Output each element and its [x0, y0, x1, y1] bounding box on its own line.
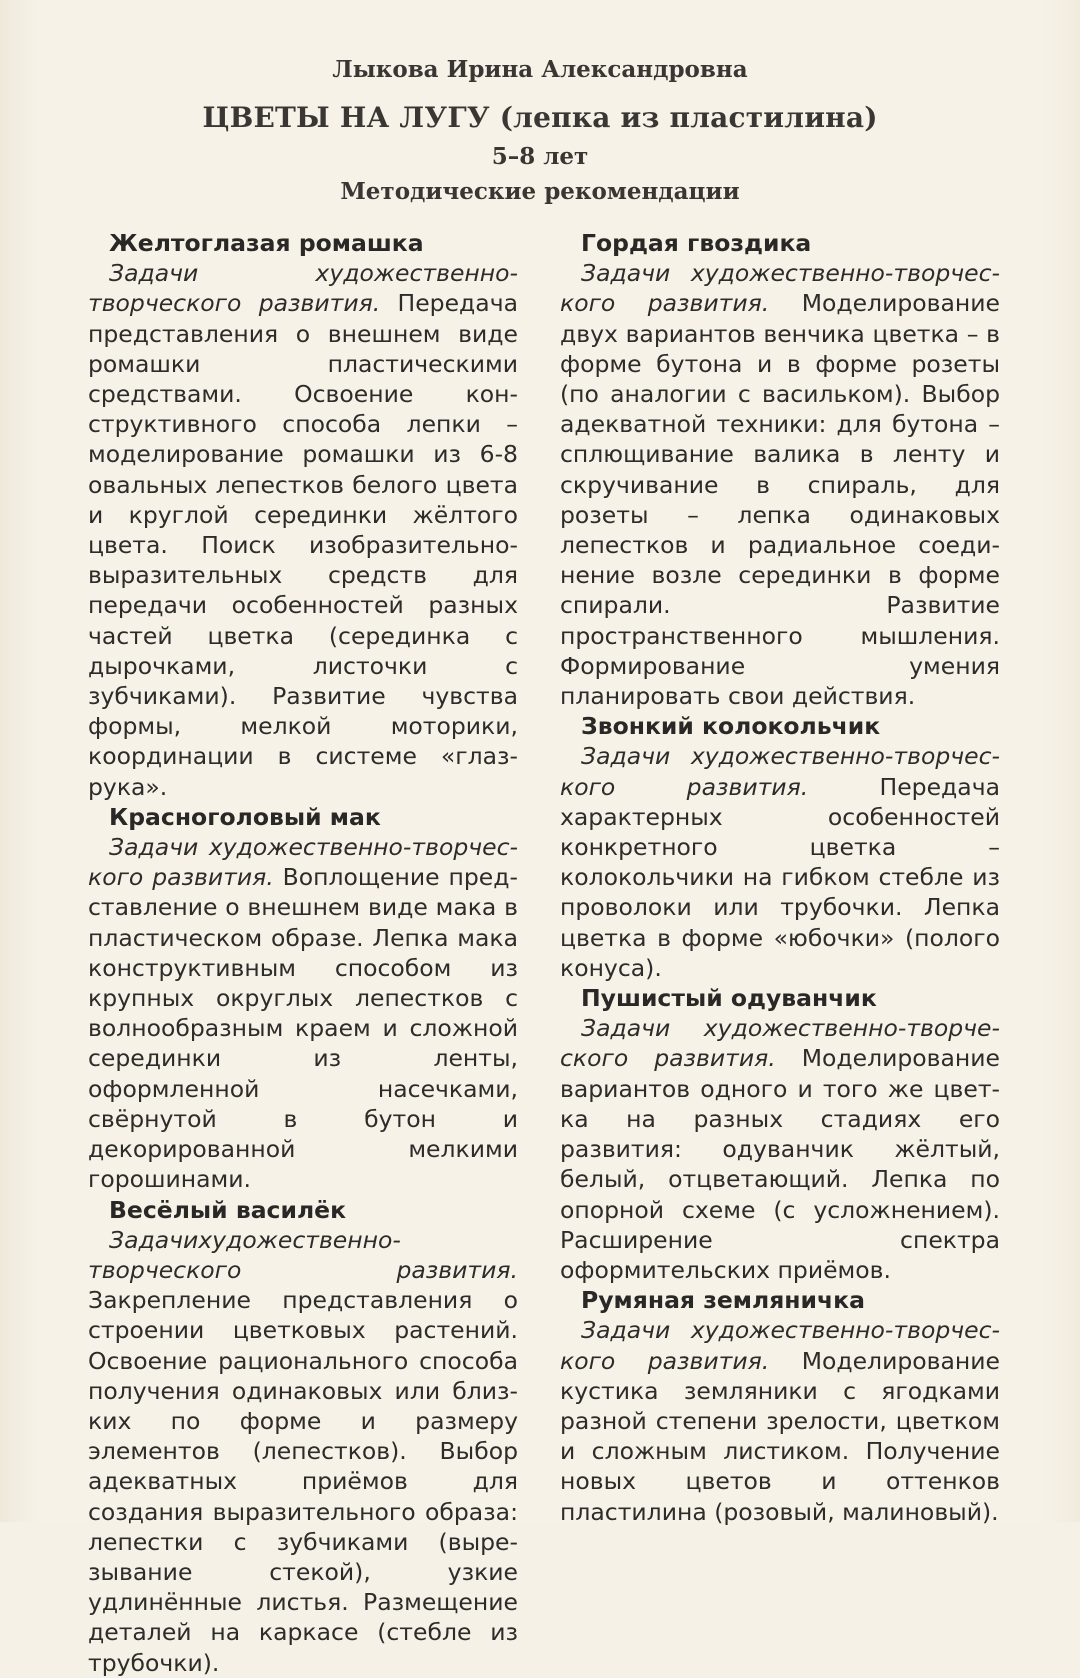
section-lead: Задачи художественно-творческого развития. [88, 259, 518, 318]
section-body [560, 258, 1000, 711]
section-text: Закрепление представления о строении цветковых растений. Освоение рационального способа получения одинаковых или близких по форме и размеру элементов (лепестков). Выбор адекватных приёмов для создания выразительного образа: лепестки с зубчиками (вырезывание стекой), узкие удлинённые листья. Размещение деталей на каркасе (стебле из трубочки). [88, 1286, 518, 1677]
section-lead: Задачи художественно-творческого развития. [560, 1014, 1000, 1073]
section-body [560, 1013, 1000, 1285]
section-lead: Задачи художественно-творческого развития. [560, 742, 1000, 801]
section-text: Моделирование кустика земляники с ягодками разной степени зрелости, цветком и сложным листиком. Получение новых цветов и оттенков пластилина (розовый, малиновый). [560, 1346, 1000, 1526]
section-lead: Задачи художественно-творческого развития. [88, 833, 518, 892]
section-text: Моделирование вариантов одного и того же цветка на разных стадиях его развития: одуванчик жёлтый, белый, отцветающий. Лепка по опорной схеме (с усложнением). Расширение спектра оформительских приёмов. [560, 1044, 1000, 1284]
age-range: 5–8 лет [491, 143, 589, 170]
section-romashka [88, 228, 518, 802]
page-subtitle: Методические рекомендации [340, 178, 740, 205]
right-column [560, 228, 1000, 1527]
section-body [560, 1315, 1000, 1526]
section-oduvanchik [560, 983, 1000, 1285]
section-heading: Весёлый василёк [109, 1195, 347, 1224]
section-body [88, 832, 518, 1194]
section-lead: Задачи художественно-творческого развития. [560, 259, 1000, 318]
section-text: Передача характерных особенностей конкретного цветка – колокольчики на гибком стебле из проволоки или трубочки. Лепка цветка в форме «юбочки» (полого конуса). [560, 772, 1000, 982]
author-name: Лыкова Ирина Александровна [332, 56, 748, 83]
section-zemlyanichka [560, 1285, 1000, 1527]
section-lead: Задачи художественно-творческого развития. [560, 1316, 1000, 1375]
section-lead: Задачихудожественно-творческого развития. [88, 1225, 518, 1284]
section-heading: Румяная земляничка [581, 1286, 865, 1315]
page-title: ЦВЕТЫ НА ЛУГУ (лепка из пластилина) [202, 101, 878, 134]
section-text: Передача представления о внешнем виде ромашки пластическими средствами. Освоение конструктивного способа лепки – моделирование ромашки из 6-8 овальных лепестков белого цвета и круглой серединки жёлтого цвета. Поиск изобразительно-выразительных средств для передачи особенностей разных частей цветка (серединка с дырочками, листочки с зубчиками). Развитие чувства формы, мелкой моторики, координации в системе «глаз-рука». [88, 289, 518, 801]
section-kolokolchik [560, 711, 1000, 983]
section-vasilek [88, 1195, 518, 1678]
section-body [560, 741, 1000, 983]
section-text: Воплощение представление о внешнем виде мака в пластическом образе. Лепка мака конструктивным способом из крупных округлых лепестков с волнообразным краем и сложной серединки из ленты, оформленной насечками, свёрнутой в бутон и декорированной мелкими горошинами. [88, 863, 518, 1194]
left-column [88, 228, 518, 1678]
section-heading: Желтоглазая ромашка [109, 229, 424, 257]
section-mak [88, 802, 518, 1195]
section-heading: Красноголовый мак [109, 802, 381, 831]
section-body [88, 1225, 518, 1678]
section-heading: Гордая гвоздика [581, 229, 812, 257]
section-text: Моделирование двух вариантов венчика цветка – в форме бутона и в форме розеты (по аналогии с васильком). Выбор адекватной техники: для бутона – сплющивание валика в ленту и скручивание в спираль, для розеты – лепка одинаковых лепестков и радиальное соединение возле серединки в форме спирали. Развитие пространственного мышления. Формирование умения планировать свои действия. [560, 289, 1000, 711]
section-gvozdika [560, 228, 1000, 711]
section-body [88, 258, 518, 802]
section-heading: Пушистый одуванчик [581, 984, 877, 1013]
section-heading: Звонкий колокольчик [581, 712, 881, 741]
